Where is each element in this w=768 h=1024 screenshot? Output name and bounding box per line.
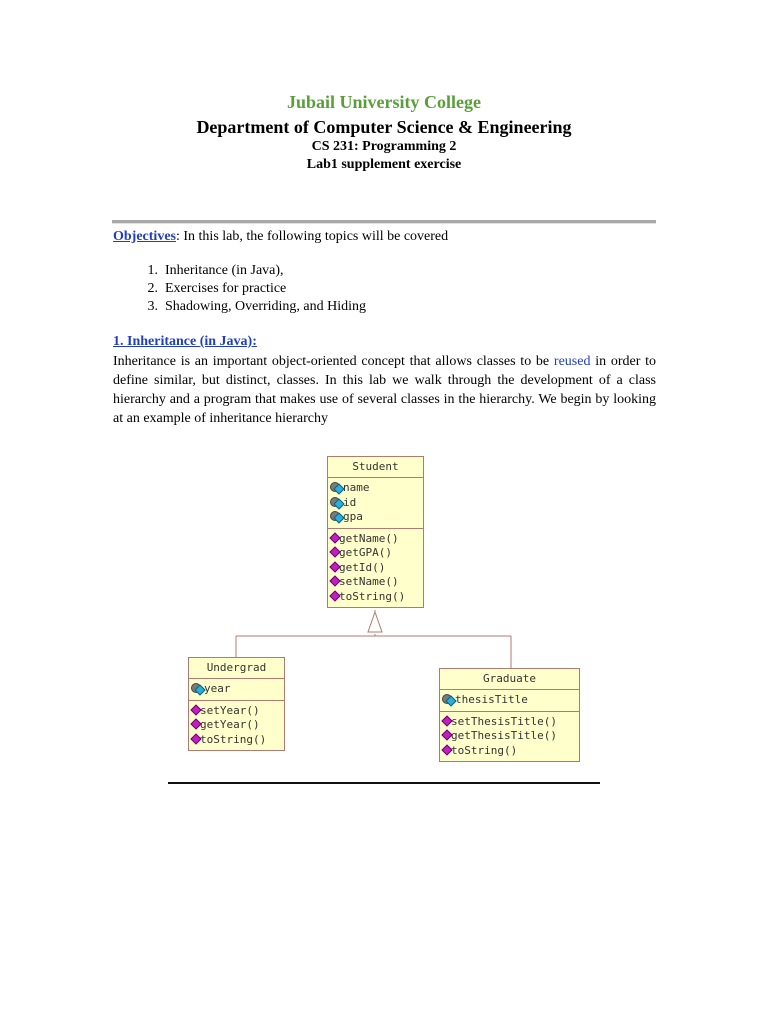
class-name: Undergrad bbox=[189, 658, 284, 679]
paragraph-text-start: Inheritance is an important object-oriented concept that allows classes to be bbox=[113, 354, 554, 369]
attribute-row bbox=[330, 510, 423, 525]
method-row bbox=[330, 575, 423, 590]
list-item-number: 1. bbox=[147, 263, 158, 278]
private-field-icon bbox=[191, 683, 204, 693]
college-name: Jubail University College bbox=[287, 92, 481, 112]
attribute-row bbox=[442, 693, 579, 708]
attribute-row bbox=[330, 496, 423, 511]
attribute-name: thesisTitle bbox=[455, 693, 528, 706]
list-item-number: 3. bbox=[147, 299, 158, 314]
method-row bbox=[442, 715, 579, 730]
private-field-icon bbox=[330, 497, 343, 507]
public-method-icon bbox=[330, 547, 339, 557]
public-method-icon bbox=[442, 716, 451, 726]
course-title: CS 231: Programming 2 bbox=[311, 139, 457, 154]
method-row bbox=[330, 561, 423, 576]
method-name: setYear() bbox=[200, 703, 260, 717]
attribute-name: year bbox=[204, 682, 231, 695]
list-item-text: Exercises for practice bbox=[165, 281, 287, 296]
method-row bbox=[191, 704, 284, 719]
methods-section bbox=[440, 712, 579, 762]
attribute-name: gpa bbox=[343, 510, 363, 523]
class-name: Graduate bbox=[440, 669, 579, 690]
topics-list bbox=[113, 262, 366, 316]
method-row bbox=[330, 546, 423, 561]
attribute-row bbox=[330, 481, 423, 496]
method-name: setName() bbox=[339, 575, 399, 588]
attributes-section bbox=[189, 679, 284, 701]
public-method-icon bbox=[191, 705, 200, 715]
private-field-icon bbox=[442, 694, 455, 704]
method-row bbox=[442, 729, 579, 744]
uml-class-student bbox=[327, 456, 424, 608]
method-row bbox=[191, 718, 284, 733]
list-item bbox=[113, 280, 366, 298]
methods-section bbox=[328, 529, 423, 608]
uml-class-undergrad bbox=[188, 657, 285, 751]
private-field-icon bbox=[330, 482, 343, 492]
department-name: Department of Computer Science & Engineering bbox=[196, 117, 572, 137]
attributes-section bbox=[440, 690, 579, 712]
public-method-icon bbox=[330, 576, 339, 586]
method-name: toString() bbox=[200, 732, 267, 746]
method-name: getGPA() bbox=[339, 546, 392, 559]
list-item-number: 2. bbox=[147, 281, 158, 296]
method-row bbox=[191, 733, 284, 748]
method-name: getId() bbox=[339, 560, 386, 574]
method-row bbox=[442, 744, 579, 759]
attribute-row bbox=[191, 682, 284, 697]
class-name: Student bbox=[328, 457, 423, 478]
uml-class-graduate bbox=[439, 668, 580, 762]
inheritance-paragraph bbox=[113, 352, 656, 428]
section-divider bbox=[168, 782, 600, 784]
attribute-name: name bbox=[343, 481, 370, 494]
method-name: toString() bbox=[451, 743, 518, 757]
objectives-text: : In this lab, the following topics will be covered bbox=[175, 229, 449, 244]
lab-title: Lab1 supplement exercise bbox=[306, 157, 462, 172]
public-method-icon bbox=[330, 533, 339, 543]
list-item-text: Inheritance (in Java), bbox=[165, 263, 284, 278]
public-method-icon bbox=[191, 734, 200, 744]
private-field-icon bbox=[330, 511, 343, 521]
method-name: toString() bbox=[339, 589, 406, 603]
list-item bbox=[113, 262, 366, 280]
public-method-icon bbox=[330, 562, 339, 572]
method-name: setThesisTitle() bbox=[451, 714, 557, 728]
attributes-section bbox=[328, 478, 423, 529]
method-name: getYear() bbox=[200, 718, 260, 731]
public-method-icon bbox=[442, 730, 451, 740]
list-item-text: Shadowing, Overriding, and Hiding bbox=[165, 299, 367, 314]
reused-term: reused bbox=[553, 354, 591, 369]
generalization-arrowhead bbox=[368, 612, 382, 632]
objectives-label: Objectives bbox=[113, 229, 176, 244]
method-name: getThesisTitle() bbox=[451, 729, 557, 742]
objectives-line bbox=[113, 229, 448, 245]
method-row bbox=[330, 532, 423, 547]
methods-section bbox=[189, 701, 284, 751]
method-name: getName() bbox=[339, 531, 399, 545]
section-heading-inheritance: 1. Inheritance (in Java): bbox=[113, 334, 257, 349]
paragraph-text-end: in order to define similar, but distinct, classes. In this lab we walk through the development of a class hierarchy and a program that makes use of several classes in the hierarchy. We begin by looking at an example of inheritance hierarchy bbox=[113, 354, 656, 426]
method-row bbox=[330, 590, 423, 605]
attribute-name: id bbox=[343, 495, 357, 509]
public-method-icon bbox=[442, 745, 451, 755]
list-item bbox=[113, 298, 366, 316]
public-method-icon bbox=[191, 719, 200, 729]
header-divider bbox=[112, 220, 656, 224]
public-method-icon bbox=[330, 591, 339, 601]
